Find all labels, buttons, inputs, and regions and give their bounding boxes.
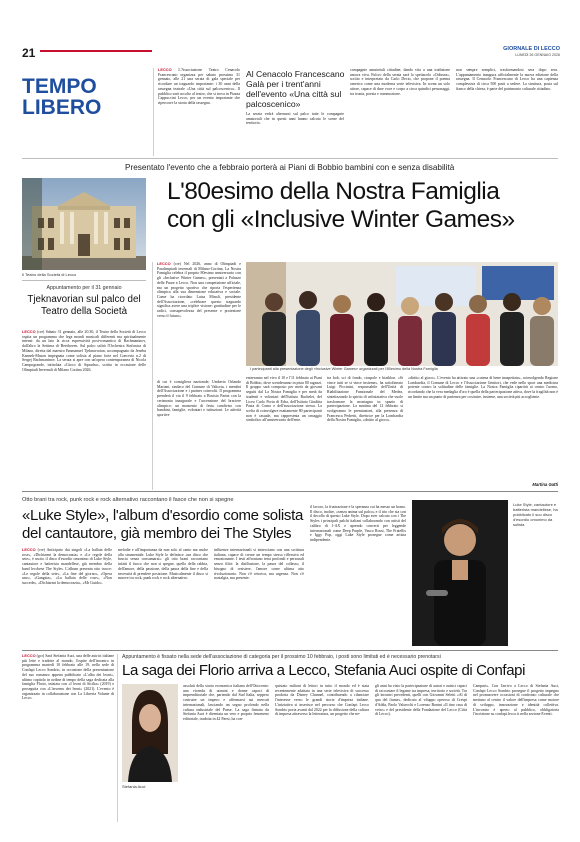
- teatro-photo: [22, 178, 146, 270]
- famiglia-city: LECCO: [157, 262, 171, 266]
- famiglia-col2: di cui è consigliera nazionale; Umberto Orlando Mariani, sindaco del Comune di Valtorta, i membri dell'Associazione e i partner coinvolti. Il programma prenderà il via il 9 febbraio a Bosisio Parini con la cerimonia inaugurale e l'accensione del braciere olimpico: un momento di festa condiviso con bambini, famiglie, volontari e istituzioni. Le attività sportive: [157, 380, 241, 417]
- famiglia-col5: «diritto al gioco». L'evento ha attivato una «catena di bene inaspettata», coinvolgendo Regione Lombardia, il Comune di Lecco e l'Associazione Genitori, che vede nello sport una medicina potente contro la solitudine delle famiglie. La Nostra Famiglia ripartirà ai centro l'uomo, ricordando che la vera medaglia d'oro è quella della partecipazione attiva, dove la fragilità non è un limite ma un punto di partenza per costruire, insieme, una società più accogliente.: [408, 376, 558, 399]
- famiglia-col3: entreranno nel vivo il 10 e l'11 febbraio ai Piani di Bobbio, dove scenderanno in pista 80 ragazzi. Il gruppo sarà composto per metà da giovani seguiti dal La Nostra Famiglia e per metà da studenti e volontari dell'Istituto Bachelet, del Liceo Carlo Porta di Erba, dell'Istituto Giuditta Pasta di Como e dell'associazione stessa. La scelta di coinvolgere esattamente 80 partecipanti non è casuale, ma rappresenta un omaggio simbolico all'anniversario dell'ente.: [246, 376, 322, 423]
- styles-headline-2: del cantautore, già membro dei The Styles: [22, 525, 292, 542]
- florio-col4: gli anni ha visto la partecipazione di autori e autrici capaci di raccontare il legame tra impresa, territorio e società. Tra gli incontri precedenti, quelli con Giovanni Seletti «Al di qua del fiume», dedicato al viluppo operoso di Crespi d'Adda, Paolo Valsecchi e Lorenzo Bonini «Il tino casa di vetro» e del presidente della Fondazione del Lecco (Città di Lecco).: [375, 684, 467, 717]
- section-title-line1: TEMPO: [22, 75, 97, 98]
- florio-auci-photo: [122, 684, 178, 782]
- styles-kicker: Otto brani tra rock, punk rock e rock alternativo raccontano il fasce che non si spegne: [22, 497, 234, 503]
- styles-col1: LECCO (cre) Anticipato dai singoli «La ballata delle rose», «Dichiarmi la democrazia» e «Le regole della sete», è uscito il disco d'esordio omonimo di Luke Style, cantautore e batterista mandellese, già membro della band lecchese The Styles. L'album presenta otto tracce: «Le regole della sete», «La fine del giorno», «Opera uno», «Gangsta», «La ballata delle rose», «Non succede», «Dichiarmi la democrazia», «Mr Guido».: [22, 548, 112, 585]
- famiglia-group-photo: [246, 262, 558, 366]
- florio-kicker: Appuntamento è fissato nella sede dell'associazione di categoria per il prossimo 10 febbraio, i posti sono limitati ed è necessario prenotarsi: [122, 654, 441, 660]
- teatro-kicker: Appuntamento per il 31 gennaio: [46, 285, 122, 291]
- florio-city: LECCO: [22, 654, 36, 658]
- florio-photo-caption: Stefania Auci: [122, 784, 146, 789]
- teatro-title: Tjeknavorian sul palco del Teatro della Società: [27, 294, 141, 317]
- styles-photo: [412, 500, 508, 646]
- teatro-body: LECCO (cre) Sabato 31 gennaio, alle 20.30, il Teatro della Società di Lecco ospita un programma che lega mondi musicali differenti ma spiritualmente intensi: da un lato la ricca espressività post-romantica di Rachmaninov, dall'altro la Settima di Beethoven. Sul palco salirà l'Orchestra Sinfonica di Milano, diretta dal maestro Emmanuel Tjeknavorian, accompagnato da Jeneba Kanneh-Mason impegnata come solista al piano forte nel Concerto n.2 di Sergej Rachmaninov. La serata si apre con un'opera contemporanea di Nicola Campogrande, intitolata «Gioco di Squadra», scritta in occasione delle Olimpiadi Invernali di Milano Cortina 2026.: [22, 330, 146, 372]
- top-story-col1: LECCO L'Associazione Teatro Cenacolo Francescano organizza per sabato prossimo 31 gennaio, alle 21 una serata di gala speciale per ricordare un traguardo importante: i 30 anni della rassegna teatrale «Una città sul palcoscenico». Il pubblico sarà accolto al teatro, che si trova in Piazza Cappuccini Lecco, per un evento importante che ripercorre la storia della rassegna.: [158, 68, 240, 105]
- top-story-col3: compagnie amatoriali cittadine, dando vita a una tradizione ancora viva. Fulcro della serata sarà lo spettacolo «Odissea», scritto e interpretato da Carlo Decio, che propone il poema omerico come una moderna serie televisiva. In scena un solo attore, capace di dare voce e corpo a circa quindici personaggi, tra ironia, poesia e commozione.: [350, 68, 450, 96]
- page-number: 21: [22, 46, 36, 60]
- top-story-col4: non sempre semplici, trasformandosi sera dopo sera. L'appuntamento inaugura ufficialmente la nuova edizione della rassegna. Il Cenacolo Francescano di Lecco ha una capienza complessiva di circa 500 posti a sedere. La struttura, posta sul fianco della chiesa, è parte del patrimonio culturale cittadino.: [456, 68, 558, 91]
- newspaper-name: GIORNALE DI LECCO: [503, 46, 560, 52]
- florio-col2: assoluti della storia economica italiana dell'Ottocento: una vicenda di uomini e donne capaci di imprenditoriale che, partendo dal Sud Italia, seppero costruire un impero e affermarsi sui mercati internazionali, lasciando un segno profondo nella cultura industriale del Paese. La saga firmata da Stefania Auci è diventata un vero e proprio fenomeno editoriale, tradotta in 42 Paesi, ha con-: [183, 684, 269, 721]
- styles-col4: il lavoro, la frustrazione e la speranza cui ha messo un brano. Il disco, inoltre, «senza anima sul palco» e il trio che sta con il decollo di questo Luke Style. Dopo aver calcato con i The Styles i principali palchi italiani collaborando con artisti del calibro di J-AX e aprendo concerti per leggende internazionali come Deep Purple, Vasco Rossi, The Fratellis e Iggy Pop, oggi Luke Style prosegue come artista indipendente.: [310, 505, 406, 542]
- section-title-line2: LIBERO: [22, 96, 102, 119]
- famiglia-headline-2: con gli «Inclusive Winter Games»: [167, 206, 515, 233]
- top-story-col2: La serata vedrà alternarsi sul palco tutte le compagnie amatoriali che in questi anni hanno calcato le scene del territorio.: [246, 112, 344, 126]
- header-rule: [40, 50, 152, 52]
- styles-photo-caption: Luke Style, cantautore e batterista mandellese, ha pubblicato il suo disco d'esordio omonimo da solista: [513, 502, 558, 527]
- styles-city: LECCO: [22, 548, 36, 552]
- top-story-city: LECCO: [158, 68, 172, 72]
- famiglia-subtitle: Presentato l'evento che a febbraio porterà ai Piani di Bobbio bambini con e senza disabilità: [125, 163, 455, 172]
- styles-col3: influenze internazionali si intrecciano con una scrittura italiana, capace di creare un tempo stesso riflessiva ed emozionante. I testi affrontano temi profondi e personali senza filtri: la disillusione, la paura del collasso, il bisogno di resistere, l'amore come ultima atto rivoluzionario. Non c'è retorica, ma urgenza. Non c'è nostalgia, ma presente.: [214, 548, 304, 581]
- styles-headline-1: «Luke Style», l'album d'esordio come solista: [22, 507, 304, 524]
- teatro-city: LECCO: [22, 330, 36, 334]
- famiglia-col4: tra bob, sci di fondo, ciaspole e biathlon. «Si vince tutti se si vince insieme», ha sottolineato Luigi Piccinini, responsabile dell'Unità di Riabilitazione Funzionale del Medea, sintetizzando lo spirito di un'iniziativa che vuole trasformare la montagna in spazio di partecipazione. La mattina del 12 febbraio si svolgeranno le premiazioni, alla presenza di Francesca Pedretti, direttrice per la Lombardia della Nostra Famiglia, «diritto al gioco».: [327, 376, 403, 423]
- florio-col3: quistato milioni di lettori in tutto il mondo ed è stata recentemente adattata in una serie televisiva di successo prodotta da Disney Channel, contribuendo a rilanciare l'interesse verso le grandi storie d'impresa italiane. L'iniziativa si inserisce nel percorso che Confapi Lecco Sondrio porta avanti dal 2022 per la diffusione della cultura di impresa attraverso la letteratura, un progetto che ne-: [275, 684, 369, 717]
- section-title: [22, 76, 101, 118]
- famiglia-author: Martina Gatti: [532, 482, 558, 487]
- teatro-photo-caption: Il Teatro della Società di Lecco: [22, 272, 77, 277]
- florio-col5: Campari». Con l'arrivo a Lecco di Stefania Auci, Confapi Lecco Sondrio prosegue il progetto impegno nel promuovere occasioni di confronto culturale che mettano al centro il valore dell'impresa come motore di sviluppo, innovazione e identità collettiva. L'incontro è aperto al pubblico, obbligatoria l'iscrizione su confapi.lecco.it nella sezione Eventi.: [473, 684, 559, 717]
- famiglia-col1: LECCO (cre) Nel 2026, anno di Olimpiadi e Paralimpiadi invernali di Milano-Cortina, La Nostra Famiglia celebra il proprio 80esimo anniversario con gli «Inclusive Winter Games», presentati a Palazzo delle Paure a Lecco. Non una competizione ufficiale, ma un progetto sportivo che riporta l'esperienza olimpica alla sua dimensione educativa e sociale. Come ha ricordato Luisa Minoli, presidente dell'Associazione, «celebrare questo traguardo significa avere una triplice visione: gratitudine per le radici, consapevolezza del presente e proiezione verso il futuro».: [157, 262, 241, 318]
- famiglia-photo-caption: I partecipanti alla presentazione degli «Inclusive Winter Games» organizzati per l'80esimo della Nostra Famiglia: [250, 367, 438, 371]
- florio-col1: LECCO (gcr) Sarà Stefania Auci, una delle autrici italiane più lette e tradotte al mondo, l'ospite dell'incontro in programma martedì 10 febbraio alle 19, nella sede di Confapi Lecco Sondrio, in occasione della presentazione del suo romanzo appena pubblicato «L'alba dei leoni», ultimo capitolo in ordine di tempo della saga dedicata alla famiglia Florio, iniziata con «I leoni di Sicilia» (2019) e proseguita con «L'inverno dei leoni» (2021). L'evento è organizzato in collaborazione con La Libreria Volante di Lecco.: [22, 654, 114, 701]
- florio-headline: La saga dei Florio arriva a Lecco, Stefania Auci ospite di Confapi: [122, 662, 526, 679]
- issue-date: LUNEDÌ 26 GENNAIO 2026: [515, 53, 560, 57]
- famiglia-headline-1: L'80esimo della Nostra Famiglia: [167, 178, 500, 205]
- top-story-headline: Al Cenacolo Francescano Galà per i trent'anni dell'evento «Una città sul palcoscenico»: [246, 69, 345, 109]
- styles-col2: melodie e all'importanza da non solo al canto ma anche alla strumentale. Luke Style lo definisce «un disco che brucia senza consumarsi»: gli otto brani raccontano infatti il fuoco che non si spegne, quello della rabbia, dell'amore, della passione, della paura della fine e della necessità di prendere posizione. Musicalmente il disco si muove tra rock, punk rock e rock alternativo.: [118, 548, 208, 581]
